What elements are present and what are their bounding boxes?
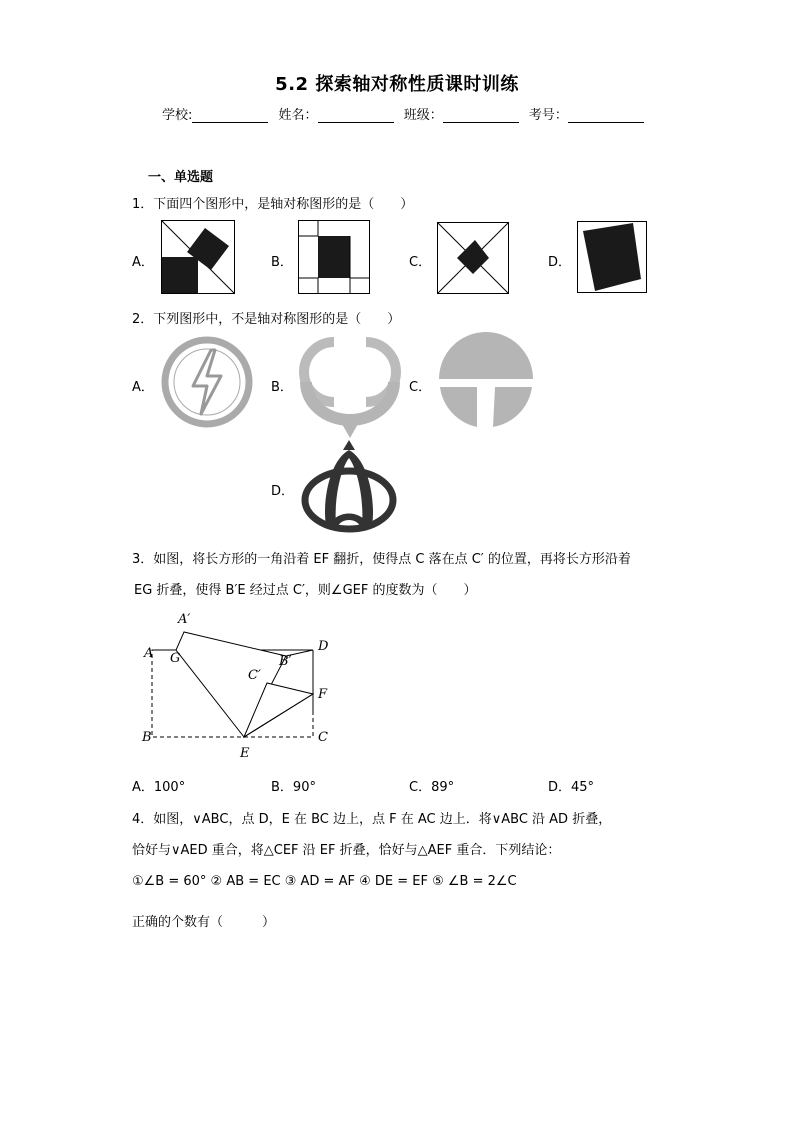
- q1-option-b-label: B．: [271, 255, 293, 270]
- q2-figure-d[interactable]: [300, 440, 398, 532]
- q3-text-line2: EG 折叠，使得 B′E 经过点 C′，则∠GEF 的度数为（ ）: [134, 583, 477, 598]
- q4-question-prompt: 正确的个数有（ ）: [132, 915, 276, 930]
- name-label: 姓名：: [278, 108, 318, 123]
- q3-label-b: B: [142, 730, 152, 745]
- exam-number-blank[interactable]: [568, 109, 644, 123]
- q3-label-a: A: [144, 646, 154, 661]
- q2-figure-b[interactable]: [298, 334, 402, 440]
- q2-option-a-label: A．: [132, 380, 154, 395]
- q3-label-e: E: [240, 746, 250, 761]
- student-info-line: [162, 104, 650, 123]
- exam-number-label: 考号：: [528, 108, 568, 123]
- school-label: 学校:: [162, 108, 193, 123]
- q3-label-g: G: [170, 651, 181, 666]
- q1-figure-c[interactable]: [437, 222, 509, 294]
- q4-conclusions: ①∠B = 60° ② AB = EC ③ AD = AF ④ DE = EF ⑤ ∠B = 2∠C: [132, 874, 517, 889]
- q1-option-c-label: C．: [409, 255, 432, 270]
- q4-text-line2: 恰好与∨AED 重合，将△CEF 沿 EF 折叠，恰好与△AEF 重合．下列结论：: [132, 843, 561, 858]
- q3-label-f: F: [318, 687, 328, 702]
- q3-answer-b[interactable]: B．90°: [271, 780, 316, 795]
- name-blank[interactable]: [318, 109, 394, 123]
- q3-fold-figure: [140, 608, 340, 768]
- q1-option-a-label: A．: [132, 255, 154, 270]
- q2-figure-a[interactable]: [161, 336, 253, 428]
- page-title: 5.2 探索轴对称性质课时训练: [275, 74, 519, 95]
- section-title: 一、单选题: [148, 170, 214, 185]
- class-blank[interactable]: [443, 109, 519, 123]
- q1-figure-b[interactable]: [298, 220, 370, 294]
- q2-option-c-label: C．: [409, 380, 432, 395]
- q3-answer-c[interactable]: C．89°: [409, 780, 455, 795]
- q1-figure-a[interactable]: [161, 220, 235, 294]
- q3-answer-a[interactable]: A．100°: [132, 780, 186, 795]
- q1-figure-d[interactable]: [577, 221, 647, 293]
- class-label: 班级：: [403, 108, 443, 123]
- q3-label-a-prime: A′: [178, 612, 191, 627]
- q1-text: 1．下面四个图形中，是轴对称图形的是（ ）: [132, 197, 414, 212]
- q4-text-line1: 4．如图，∨ABC，点 D，E 在 BC 边上，点 F 在 AC 边上．将∨ABC 沿 AD 折叠，: [132, 812, 612, 827]
- q3-answer-d[interactable]: D．45°: [548, 780, 595, 795]
- q1-option-d-label: D．: [548, 255, 572, 270]
- q3-text-line1: 3．如图，将长方形的一角沿着 EF 翻折，使得点 C 落在点 C′ 的位置，再将长方形沿着: [132, 552, 631, 567]
- q2-option-d-label: D．: [271, 484, 295, 499]
- school-blank[interactable]: [192, 109, 268, 123]
- q2-figure-c[interactable]: [437, 333, 535, 429]
- q2-option-b-label: B．: [271, 380, 293, 395]
- q3-label-c: C: [318, 730, 328, 745]
- q3-label-d: D: [318, 639, 329, 654]
- q3-label-b-prime: B′: [279, 654, 292, 669]
- q2-text: 2．下列图形中，不是轴对称图形的是（ ）: [132, 312, 401, 327]
- q3-label-c-prime: C′: [248, 668, 261, 683]
